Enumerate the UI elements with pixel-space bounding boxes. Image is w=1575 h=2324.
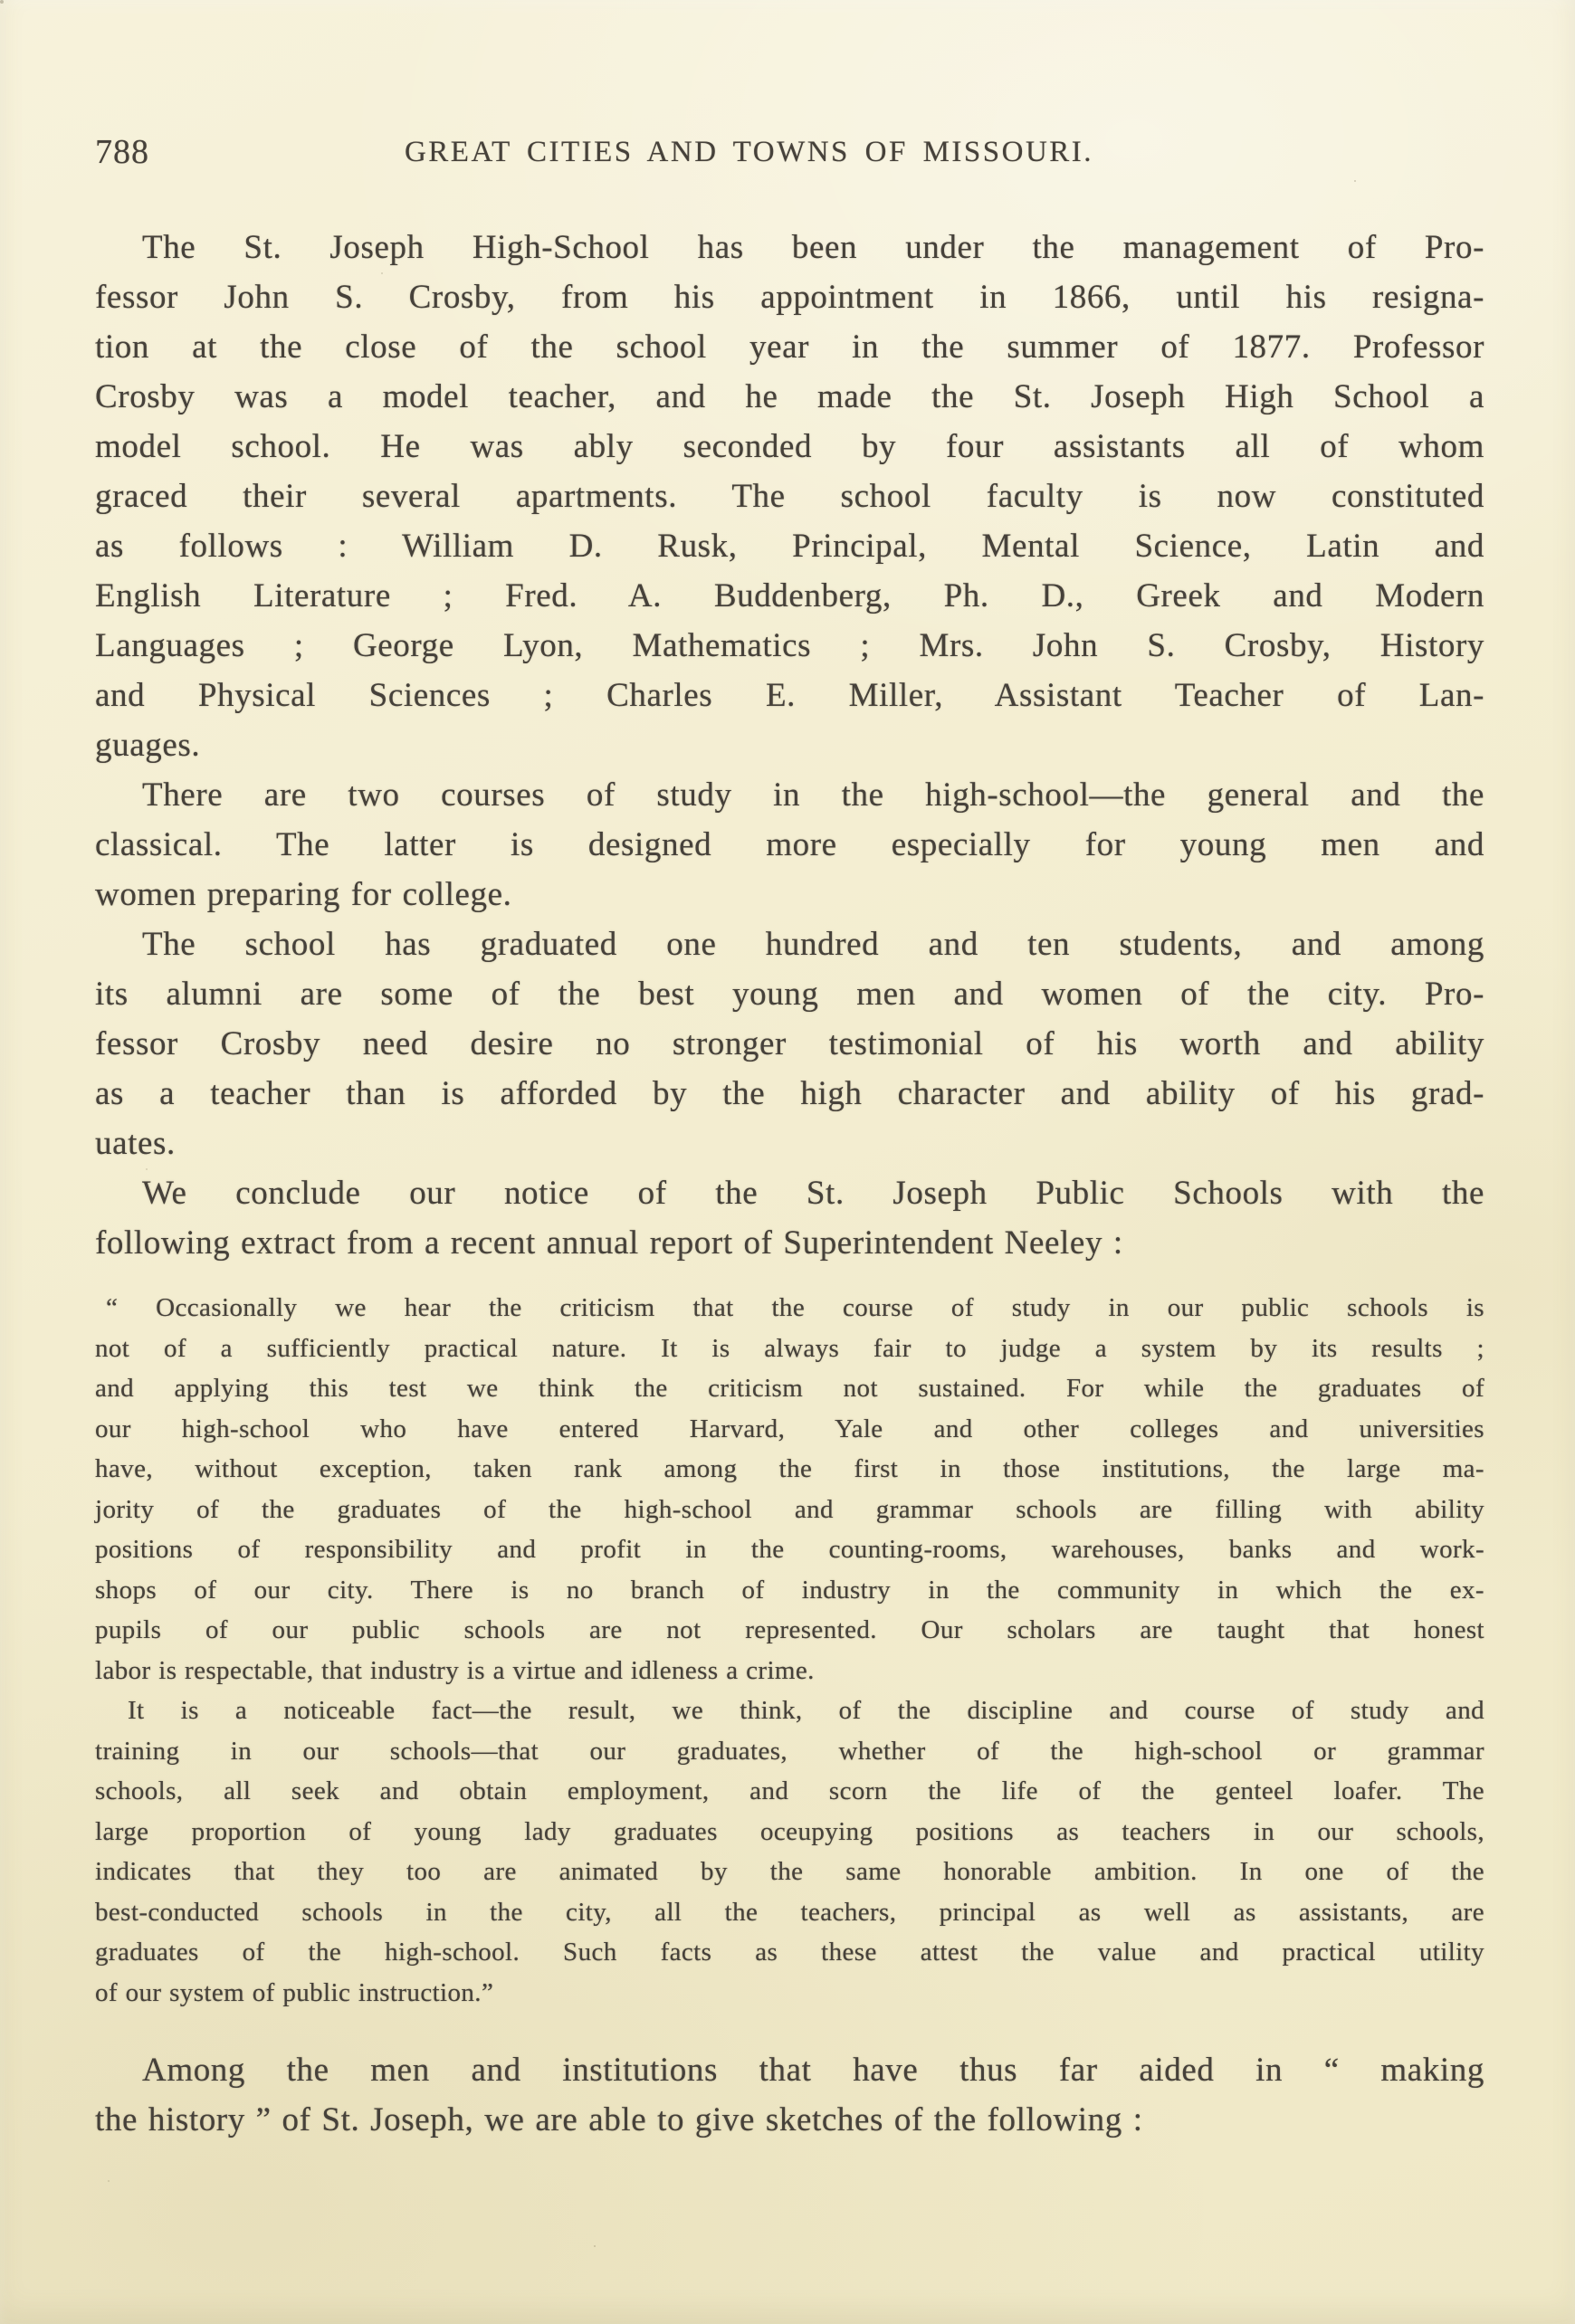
text-line: indicates that they too are animated by the same honorable ambition. In one of the [95, 1857, 1484, 1886]
text-line: fessor Crosby need desire no stronger testimonial of his worth and ability [95, 1025, 1484, 1062]
text-body [95, 223, 1484, 2145]
text-line: The school has graduated one hundred and ten students, and among [142, 926, 1484, 963]
text-line: fessor John S. Crosby, from his appointment in 1866, until his resigna- [95, 279, 1484, 316]
text-line: labor is respectable, that industry is a virtue and idleness a crime. [95, 1655, 815, 1685]
text-line: not of a sufficiently practical nature. It is always fair to judge a system by its results ; [95, 1333, 1484, 1363]
body-block [95, 2045, 1484, 2145]
page-header [95, 132, 1484, 172]
text-line: tion at the close of the school year in the summer of 1877. Professor [95, 329, 1484, 366]
text-line: its alumni are some of the best young men and women of the city. Pro- [95, 976, 1484, 1013]
text-line: classical. The latter is designed more especially for young men and [95, 826, 1484, 863]
paragraph [95, 2045, 1484, 2145]
text-line: shops of our city. There is no branch of industry in the community in which the ex- [95, 1575, 1484, 1605]
text-line: Crosby was a model teacher, and he made the St. Joseph High School a [95, 378, 1484, 415]
text-line: training in our schools—that our graduates, whether of the high-school or grammar [95, 1736, 1484, 1766]
running-head: GREAT CITIES AND TOWNS OF MISSOURI. [404, 136, 1094, 168]
quote-block [95, 1288, 1484, 2013]
text-line: “ Occasionally we hear the criticism that the course of study in our public schools is [106, 1293, 1484, 1322]
text-line: graduates of the high-school. Such facts as these attest the value and practical utility [95, 1938, 1484, 1967]
text-line: following extract from a recent annual report of Superintendent Neeley : [95, 1224, 1123, 1262]
text-line: pupils of our public schools are not represented. Our scholars are taught that honest [95, 1615, 1484, 1644]
text-line: Among the men and institutions that have thus far aided in “ making [142, 2052, 1484, 2089]
text-line: schools, all seek and obtain employment, and scorn the life of the genteel loafer. The [95, 1776, 1484, 1805]
paragraph [95, 1288, 1484, 1691]
text-line: and applying this test we think the criticism not sustained. For while the graduates of [95, 1374, 1484, 1403]
text-line: jority of the graduates of the high-school and grammar schools are filling with ability [95, 1494, 1484, 1524]
paragraph [95, 770, 1484, 919]
text-line: positions of responsibility and profit in the counting-rooms, warehouses, banks and work- [95, 1535, 1484, 1564]
paragraph [95, 223, 1484, 770]
text-line: our high-school who have entered Harvard, Yale and other colleges and universities [95, 1414, 1484, 1443]
page-number: 788 [95, 133, 149, 171]
text-line: uates. [95, 1125, 176, 1162]
text-line: as a teacher than is afforded by the high character and ability of his grad- [95, 1075, 1484, 1112]
text-line: as follows : William D. Rusk, Principal, Mental Science, Latin and [95, 528, 1484, 565]
paragraph [95, 919, 1484, 1168]
text-line: best-conducted schools in the city, all the teachers, principal as well as assistants, are [95, 1897, 1484, 1927]
body-block [95, 223, 1484, 1268]
text-line: The St. Joseph High-School has been under the management of Pro- [142, 229, 1484, 266]
text-line: and Physical Sciences ; Charles E. Miller, Assistant Teacher of Lan- [95, 677, 1484, 714]
text-line: women preparing for college. [95, 876, 512, 913]
text-line: large proportion of young lady graduates oceupying positions as teachers in our schools, [95, 1816, 1484, 1846]
text-line: Languages ; George Lyon, Mathematics ; Mrs. John S. Crosby, History [95, 627, 1484, 664]
paragraph [95, 1168, 1484, 1268]
paragraph [95, 1691, 1484, 2013]
text-line: graced their several apartments. The school faculty is now constituted [95, 478, 1484, 515]
text-line: have, without exception, taken rank among the first in those institutions, the large ma- [95, 1454, 1484, 1483]
text-line: English Literature ; Fred. A. Buddenberg, Ph. D., Greek and Modern [95, 577, 1484, 614]
text-line: model school. He was ably seconded by four assistants all of whom [95, 428, 1484, 465]
text-line: of our system of public instruction.” [95, 1977, 494, 2007]
text-line: the history ” of St. Joseph, we are able to give sketches of the following : [95, 2101, 1143, 2138]
text-line: guages. [95, 727, 201, 764]
text-line: It is a noticeable fact—the result, we think, of the discipline and course of study and [128, 1696, 1484, 1725]
text-line: We conclude our notice of the St. Joseph Public Schools with the [142, 1175, 1484, 1212]
text-line: There are two courses of study in the high-school—the general and the [142, 776, 1484, 814]
